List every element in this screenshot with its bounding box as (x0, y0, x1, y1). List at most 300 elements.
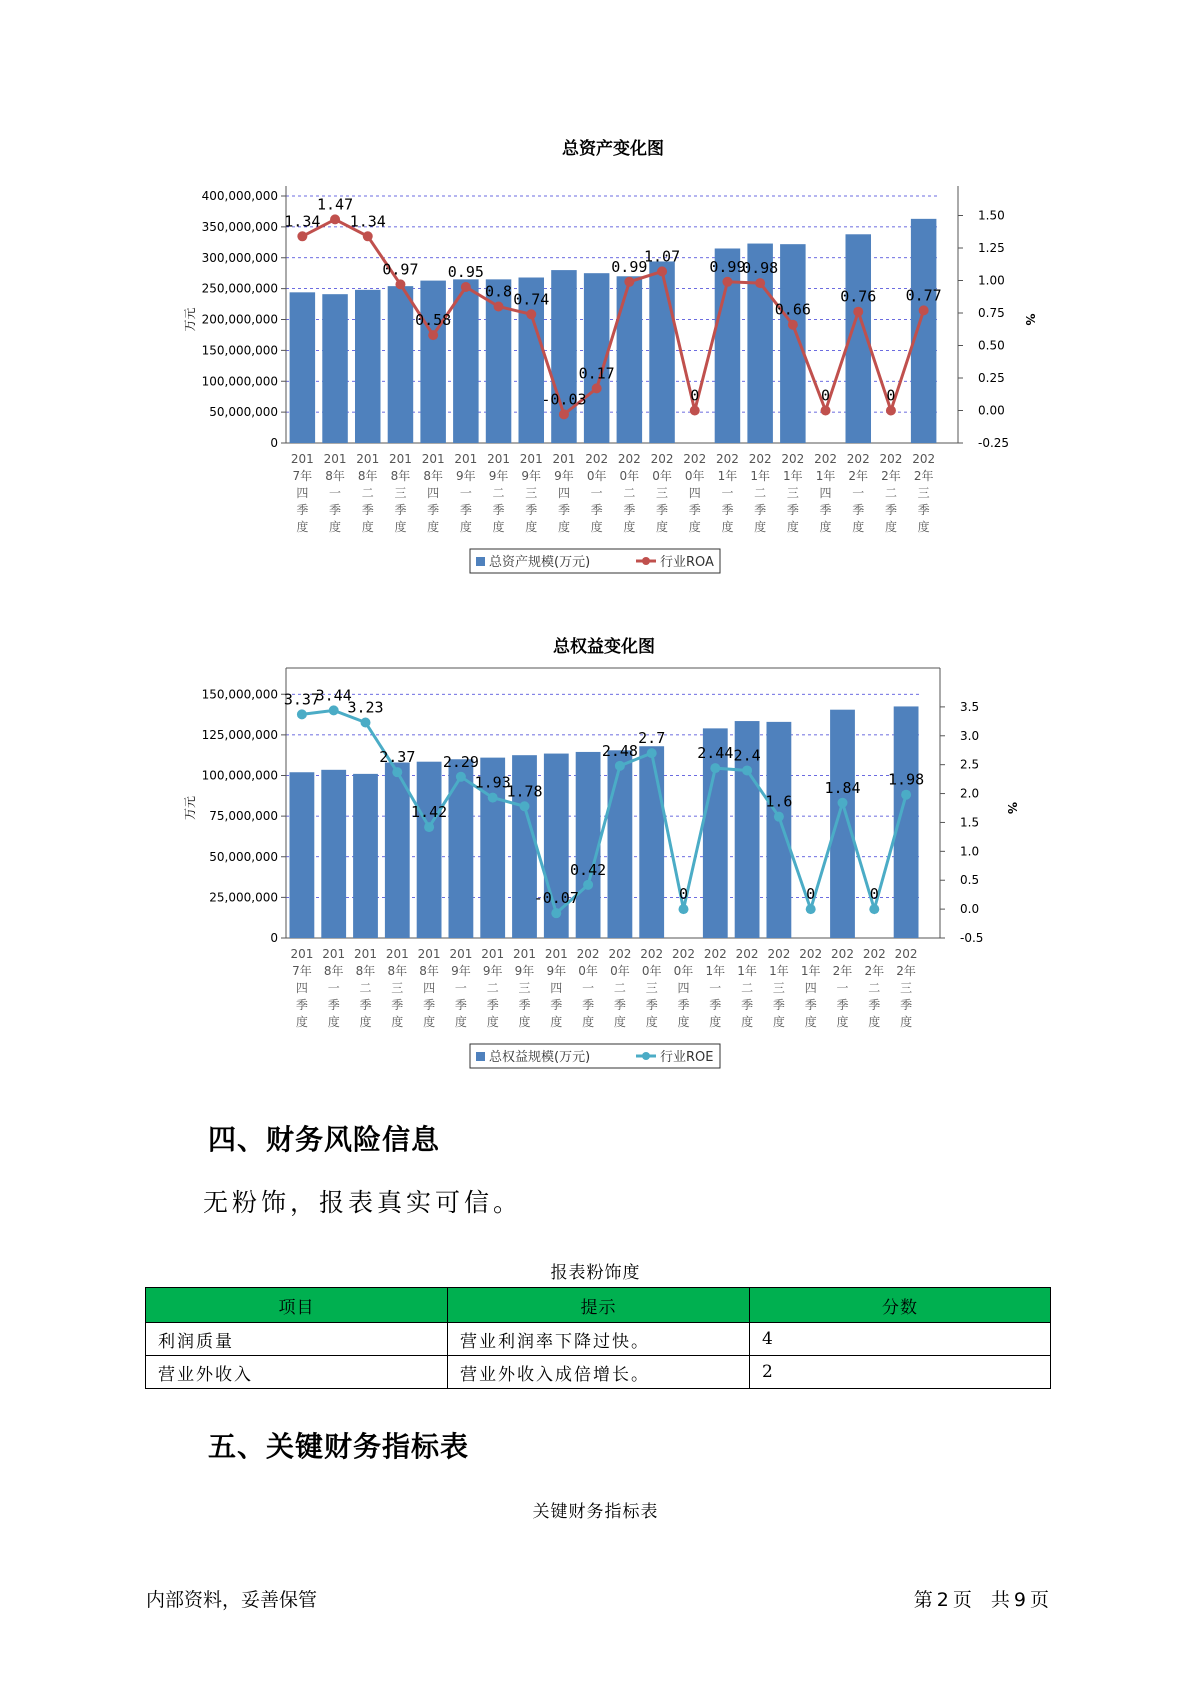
x-tick-label: 二 (361, 486, 374, 500)
data-point (806, 904, 816, 914)
x-tick-label: 二 (884, 486, 897, 500)
legend-swatch-bar (476, 557, 485, 566)
x-tick-label: 2年 (832, 964, 853, 978)
x-tick-label: 202 (672, 947, 695, 961)
bar (911, 219, 937, 443)
data-point (329, 705, 339, 715)
data-point (901, 790, 911, 800)
x-tick-label: 季 (741, 998, 754, 1012)
x-tick-label: 季 (804, 998, 817, 1012)
x-tick-label: 度 (359, 1015, 372, 1029)
bar (576, 752, 601, 938)
x-tick-label: 度 (454, 1015, 467, 1029)
data-point (722, 277, 732, 287)
x-tick-label: 季 (550, 998, 563, 1012)
data-point (461, 282, 471, 292)
data-label: 0 (886, 386, 896, 405)
x-tick-label: 1年 (737, 964, 757, 978)
x-tick-label: 季 (391, 998, 404, 1012)
bar (649, 261, 675, 443)
y2-tick-label: 3.0 (960, 728, 980, 743)
x-tick-label: 季 (492, 503, 505, 517)
x-tick-label: 9年 (488, 469, 509, 483)
risk-table-caption: 报表粉饰度 (550, 1263, 641, 1283)
bar (388, 286, 414, 443)
bar (322, 294, 348, 443)
x-tick-label: 度 (327, 1015, 340, 1029)
data-point (919, 305, 929, 315)
data-label: 2.4 (733, 746, 761, 765)
x-tick-label: 度 (772, 1015, 785, 1029)
x-tick-label: 度 (391, 1015, 404, 1029)
x-tick-label: 2年 (881, 469, 901, 483)
x-tick-label: 0年 (673, 964, 694, 978)
x-tick-label: 201 (356, 452, 380, 466)
x-tick-label: 季 (486, 998, 499, 1012)
table-cell-score: 2 (750, 1356, 1051, 1389)
x-tick-label: 一 (582, 981, 595, 995)
y-tick-label: 200,000,000 (201, 312, 278, 327)
x-tick-label: 7年 (292, 964, 312, 978)
data-point (710, 763, 720, 773)
x-tick-label: 四 (557, 486, 570, 500)
data-point (679, 904, 689, 914)
x-tick-label: 季 (868, 998, 881, 1012)
bar (607, 750, 632, 938)
chart-title: 总权益变化图 (553, 637, 655, 657)
x-tick-label: 四 (550, 981, 563, 995)
data-label: 0.95 (447, 263, 484, 281)
bar (355, 290, 381, 443)
page-mid: 页 共 (952, 1589, 1010, 1611)
data-label: 1.42 (411, 803, 448, 822)
x-tick-label: 二 (359, 981, 372, 995)
x-tick-label: 201 (290, 452, 314, 466)
y2-tick-label: 0.5 (960, 873, 980, 888)
table-header-row (146, 1288, 1051, 1323)
x-tick-label: 四 (296, 486, 309, 500)
x-tick-label: 三 (786, 486, 799, 500)
x-tick-label: 度 (394, 520, 407, 534)
x-tick-label: 度 (721, 520, 734, 534)
x-tick-label: 季 (852, 503, 865, 517)
data-label: 1.78 (506, 782, 543, 801)
data-label: 2.29 (442, 752, 479, 771)
y-tick-label: 250,000,000 (201, 281, 278, 296)
x-tick-label: 8年 (387, 964, 408, 978)
x-tick-label: 季 (677, 998, 690, 1012)
x-tick-label: 202 (879, 452, 903, 466)
data-label: 1.98 (888, 770, 925, 789)
x-tick-label: 二 (741, 981, 754, 995)
x-tick-label: 季 (819, 503, 832, 517)
x-tick-label: 1年 (750, 469, 770, 483)
x-tick-label: 三 (772, 981, 785, 995)
data-point (361, 717, 371, 727)
bar (353, 774, 378, 938)
y-tick-label: 150,000,000 (201, 687, 278, 702)
bar (453, 279, 479, 443)
y2-tick-label: -0.25 (978, 436, 1010, 450)
x-tick-label: 9年 (514, 964, 535, 978)
y2-tick-label: 0.50 (978, 338, 1005, 353)
x-tick-label: 度 (917, 520, 930, 534)
legend-label-bar: 总权益规模(万元) (489, 1050, 591, 1065)
data-point (742, 765, 752, 775)
x-tick-label: 202 (617, 452, 641, 466)
y2-axis-label: % (1005, 801, 1019, 815)
page-prefix: 第 (913, 1589, 933, 1611)
data-label: 0.98 (742, 259, 779, 278)
x-tick-label: 度 (786, 520, 799, 534)
x-tick-label: 9年 (451, 964, 471, 978)
x-tick-label: 度 (868, 1015, 881, 1029)
x-tick-label: 8年 (323, 964, 344, 978)
bar (290, 292, 316, 443)
data-label: 0 (806, 885, 816, 904)
y2-tick-label: 0.75 (978, 306, 1005, 320)
y2-tick-label: 1.00 (978, 273, 1005, 288)
data-point (657, 266, 667, 276)
data-point (559, 409, 569, 419)
x-tick-label: 度 (645, 1015, 658, 1029)
data-point (886, 406, 896, 416)
legend-label-bar: 总资产规模(万元) (489, 555, 591, 570)
x-tick-label: 度 (613, 1015, 626, 1029)
x-tick-label: 二 (613, 981, 626, 995)
x-tick-label: 8年 (325, 469, 345, 483)
x-tick-label: 201 (487, 452, 511, 466)
x-tick-label: 202 (862, 947, 886, 961)
bar (639, 746, 664, 938)
x-tick-label: 季 (459, 503, 472, 517)
legend-label-line: 行业ROE (660, 1050, 714, 1065)
x-tick-label: 8年 (390, 469, 411, 483)
x-tick-label: 度 (459, 520, 472, 534)
total-assets-chart (0, 130, 1191, 600)
data-point (363, 231, 373, 241)
x-tick-label: 度 (741, 1015, 754, 1029)
x-tick-label: 2年 (864, 964, 885, 978)
x-tick-label: 度 (492, 520, 505, 534)
x-tick-label: 201 (454, 452, 478, 466)
data-label: 3.23 (347, 698, 384, 717)
data-label: 2.44 (697, 744, 734, 763)
data-label: 0 (869, 885, 879, 904)
x-tick-label: 度 (709, 1015, 722, 1029)
data-label: 1.34 (349, 212, 386, 231)
x-tick-label: 度 (486, 1015, 499, 1029)
x-tick-label: 202 (640, 947, 664, 961)
x-tick-label: 度 (754, 520, 767, 534)
x-tick-label: 季 (623, 503, 636, 517)
data-point (520, 801, 530, 811)
x-tick-label: 三 (917, 486, 930, 500)
x-tick-label: 1年 (783, 469, 803, 483)
y-tick-label: 50,000,000 (209, 405, 278, 420)
data-label: 0.17 (578, 364, 615, 383)
x-tick-label: 二 (492, 486, 505, 500)
x-tick-label: 202 (814, 452, 838, 466)
y2-tick-label: 1.5 (960, 815, 980, 830)
legend-swatch-bar (476, 1052, 485, 1061)
x-tick-label: 四 (427, 486, 440, 500)
x-tick-label: 度 (688, 520, 701, 534)
y-tick-label: 100,000,000 (201, 374, 278, 389)
key-metrics-table-caption: 关键财务指标表 (532, 1502, 659, 1522)
data-label: 0.66 (774, 300, 811, 319)
x-tick-label: 2年 (848, 469, 869, 483)
x-tick-label: 度 (296, 520, 309, 534)
data-point (821, 406, 831, 416)
x-tick-label: 二 (486, 981, 499, 995)
x-tick-label: 0年 (641, 964, 662, 978)
data-point (424, 822, 434, 832)
x-tick-label: 二 (754, 486, 767, 500)
y2-tick-label: 0.25 (978, 371, 1005, 385)
data-label: 0.58 (415, 311, 452, 330)
footer-page-number (912, 1585, 1051, 1612)
y-axis-label: 万元 (183, 795, 197, 821)
x-tick-label: 季 (786, 503, 799, 517)
data-point (869, 904, 879, 914)
x-tick-label: 季 (836, 998, 849, 1012)
x-tick-label: 度 (582, 1015, 595, 1029)
x-tick-label: 202 (683, 452, 707, 466)
data-point (526, 309, 536, 319)
x-tick-label: 三 (645, 981, 658, 995)
x-tick-label: 度 (295, 1015, 308, 1029)
x-tick-label: 季 (454, 998, 467, 1012)
bar (448, 759, 473, 938)
y2-axis-label: % (1023, 313, 1037, 326)
bar (289, 772, 314, 938)
total-equity-chart (0, 628, 1191, 1098)
data-point (551, 908, 561, 918)
x-tick-label: 0年 (652, 469, 672, 483)
x-tick-label: 一 (329, 486, 342, 500)
data-label: 1.6 (765, 792, 793, 811)
x-tick-label: 202 (650, 452, 674, 466)
x-tick-label: 四 (295, 981, 308, 995)
x-tick-label: 201 (481, 947, 505, 961)
x-tick-label: 1年 (800, 964, 821, 978)
y-axis-label: 万元 (183, 307, 197, 332)
x-tick-label: 季 (361, 503, 374, 517)
x-tick-label: 201 (449, 947, 473, 961)
data-label: 1.07 (643, 247, 681, 266)
data-point (583, 880, 593, 890)
x-tick-label: 季 (329, 503, 342, 517)
data-point (428, 330, 438, 340)
table-cell-hint: 营业外收入成倍增长。 (448, 1356, 750, 1389)
x-tick-label: 202 (703, 947, 727, 961)
data-label: 1.84 (824, 778, 861, 797)
x-tick-label: 度 (884, 520, 897, 534)
bar (420, 281, 446, 443)
data-label: 0.74 (513, 290, 550, 309)
section-heading-key-metrics: 五、关键财务指标表 (208, 1430, 470, 1463)
y-tick-label: 100,000,000 (201, 768, 278, 783)
x-tick-label: 四 (804, 981, 817, 995)
x-tick-label: 季 (645, 998, 658, 1012)
table-header-item: 项目 (146, 1288, 448, 1323)
data-label: 0.99 (709, 257, 746, 276)
x-tick-label: 201 (290, 947, 314, 961)
x-tick-label: 四 (688, 486, 701, 500)
data-point (297, 709, 307, 719)
x-tick-label: 一 (836, 981, 849, 995)
table-cell-hint: 营业利润率下降过快。 (448, 1323, 750, 1356)
x-tick-label: 8年 (357, 469, 378, 483)
x-tick-label: 202 (608, 947, 632, 961)
data-label: 3.37 (283, 690, 320, 709)
page-suffix: 页 (1029, 1589, 1049, 1611)
y-tick-label: 75,000,000 (209, 809, 278, 824)
bar (617, 276, 643, 443)
y-tick-label: 50,000,000 (209, 849, 278, 864)
x-tick-label: 2年 (913, 469, 934, 483)
x-tick-label: 季 (423, 998, 436, 1012)
data-point (624, 277, 634, 287)
x-tick-label: 四 (819, 486, 832, 500)
data-point (774, 812, 784, 822)
x-tick-label: 8年 (423, 469, 443, 483)
data-label: 3.44 (315, 686, 352, 705)
y2-tick-label: 2.0 (960, 786, 980, 801)
legend-swatch-dot (642, 557, 650, 565)
x-tick-label: 1年 (815, 469, 836, 483)
x-tick-label: 9年 (456, 469, 476, 483)
x-tick-label: 度 (427, 520, 440, 534)
x-tick-label: 季 (582, 998, 595, 1012)
x-tick-label: 度 (329, 520, 342, 534)
x-tick-label: 9年 (546, 964, 567, 978)
x-tick-label: 四 (423, 981, 436, 995)
data-label: 0.42 (570, 860, 607, 879)
x-tick-label: 季 (525, 503, 538, 517)
section-heading-financial-risk: 四、财务风险信息 (208, 1123, 441, 1156)
data-point (788, 320, 798, 330)
table-row (146, 1323, 1051, 1356)
x-tick-label: 1年 (769, 964, 789, 978)
x-tick-label: 9年 (521, 469, 542, 483)
x-tick-label: 度 (518, 1015, 531, 1029)
risk-summary-paragraph: 无粉饰，报表真实可信。 (203, 1188, 523, 1217)
x-tick-label: 季 (557, 503, 570, 517)
x-tick-label: 季 (394, 503, 407, 517)
table-header-score: 分数 (750, 1288, 1051, 1323)
x-tick-label: 0年 (619, 469, 640, 483)
data-point (755, 278, 765, 288)
x-tick-label: 2年 (896, 964, 916, 978)
data-point (690, 406, 700, 416)
data-label: 2.48 (601, 741, 638, 760)
x-tick-label: 三 (900, 981, 913, 995)
y-tick-label: 150,000,000 (201, 343, 278, 358)
y2-tick-label: 1.25 (978, 241, 1005, 255)
data-point (330, 214, 340, 224)
x-tick-label: 季 (917, 503, 930, 517)
x-tick-label: 度 (804, 1015, 817, 1029)
table-row (146, 1356, 1051, 1389)
x-tick-label: 度 (900, 1015, 913, 1029)
data-label: 0.8 (485, 282, 513, 301)
x-tick-label: 9年 (482, 964, 503, 978)
x-tick-label: 季 (296, 503, 309, 517)
x-tick-label: 度 (656, 520, 669, 534)
y-tick-label: 0 (270, 931, 278, 945)
x-tick-label: 0年 (610, 964, 630, 978)
x-tick-label: 202 (767, 947, 791, 961)
x-tick-label: 二 (868, 981, 881, 995)
data-point (838, 798, 848, 808)
x-tick-label: 202 (799, 947, 823, 961)
x-tick-label: 度 (361, 520, 374, 534)
x-tick-label: 202 (912, 452, 936, 466)
x-tick-label: 季 (590, 503, 603, 517)
x-tick-label: 1年 (705, 964, 726, 978)
x-tick-label: 度 (525, 520, 538, 534)
y2-tick-label: 0.00 (978, 403, 1005, 418)
x-tick-label: 度 (852, 520, 865, 534)
data-point (615, 761, 625, 771)
table-cell-score: 4 (750, 1323, 1051, 1356)
x-tick-label: 度 (836, 1015, 849, 1029)
x-tick-label: 季 (900, 998, 913, 1012)
data-point (647, 748, 657, 758)
footer-confidential-note: 内部资料，妥善保管 (146, 1589, 318, 1611)
x-tick-label: 度 (623, 520, 636, 534)
x-tick-label: 202 (715, 452, 739, 466)
x-tick-label: 季 (721, 503, 734, 517)
x-tick-label: 三 (525, 486, 538, 500)
x-tick-label: 四 (677, 981, 690, 995)
y-tick-label: 25,000,000 (209, 890, 278, 905)
x-tick-label: 季 (295, 998, 308, 1012)
y2-tick-label: 1.50 (978, 208, 1005, 223)
data-label: 0.99 (611, 257, 648, 276)
x-tick-label: 季 (754, 503, 767, 517)
y-tick-label: 125,000,000 (201, 727, 278, 742)
data-point (456, 772, 466, 782)
x-tick-label: 度 (423, 1015, 436, 1029)
y-tick-label: 350,000,000 (201, 219, 278, 234)
x-tick-label: 季 (656, 503, 669, 517)
x-tick-label: 三 (518, 981, 531, 995)
bar (417, 762, 442, 938)
x-tick-label: 三 (391, 981, 404, 995)
x-tick-label: 201 (385, 947, 409, 961)
x-tick-label: 一 (459, 486, 472, 500)
data-point (853, 307, 863, 317)
x-tick-label: 201 (323, 452, 347, 466)
data-point (592, 383, 602, 393)
x-tick-label: 三 (394, 486, 407, 500)
x-tick-label: 201 (417, 947, 441, 961)
data-label: 0.76 (840, 287, 877, 306)
y2-tick-label: 0.0 (960, 902, 980, 917)
x-tick-label: 202 (846, 452, 870, 466)
data-label: 0 (821, 386, 831, 405)
x-tick-label: 7年 (292, 469, 313, 483)
x-tick-label: 季 (327, 998, 340, 1012)
data-point (488, 793, 498, 803)
y2-tick-label: 3.5 (960, 699, 980, 714)
bar (780, 244, 806, 443)
y2-tick-label: -0.5 (960, 931, 984, 945)
x-tick-label: 201 (322, 947, 346, 961)
